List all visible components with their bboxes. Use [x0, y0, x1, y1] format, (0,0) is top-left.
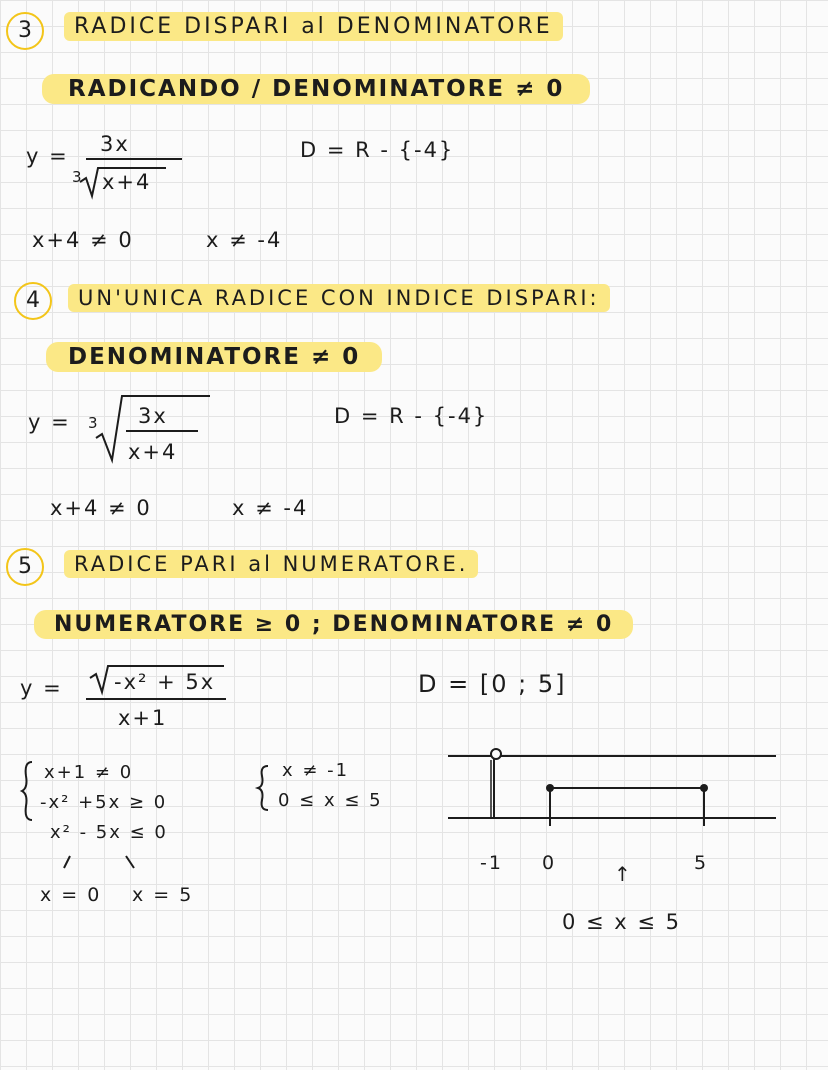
axis-label-minus-one: -1 [480, 852, 503, 874]
section-5-numerator: -x² + 5x [114, 670, 216, 694]
section-3-numerator: 3x [100, 132, 130, 156]
open-point-minus-one [491, 749, 501, 759]
section-5-number: 5 [18, 554, 32, 579]
section-4-denominator: x+4 [128, 440, 178, 464]
section-4-condition-1: x+4 ≠ 0 [50, 496, 152, 520]
section-4-domain: D = R - {-4} [334, 404, 489, 428]
section-4-title: UN'UNICA RADICE CON INDICE DISPARI: [68, 284, 610, 312]
section-5-root-2: x = 5 [132, 884, 194, 906]
section-4-number-circle [14, 282, 52, 320]
closed-point-zero [546, 784, 554, 792]
section-3-fraction-line [86, 158, 182, 160]
section-5-number-line-diagram [446, 742, 786, 832]
section-5-result: 0 ≤ x ≤ 5 [562, 910, 682, 934]
section-3-number-circle [6, 12, 44, 50]
section-5-root-1: x = 0 [40, 884, 102, 906]
section-4-condition-2: x ≠ -4 [232, 496, 309, 520]
axis-label-zero: 0 [542, 852, 557, 874]
section-4-fraction-line [126, 430, 198, 432]
section-5-system-2-line-2: 0 ≤ x ≤ 5 [278, 790, 383, 811]
section-3-radicand: x+4 [102, 170, 152, 194]
section-3-rule: RADICANDO / DENOMINATORE ≠ 0 [42, 74, 590, 104]
up-arrow-icon: ↑ [614, 862, 633, 886]
section-5-number-circle [6, 548, 44, 586]
axis-label-five: 5 [694, 852, 709, 874]
section-4-y-label: y = [28, 410, 71, 434]
section-5-system-1-brace [20, 760, 36, 822]
section-5-y-label: y = [20, 676, 63, 700]
section-3-title: RADICE DISPARI al DENOMINATORE [64, 12, 563, 41]
section-4-number: 4 [26, 288, 40, 313]
section-5-denominator: x+1 [118, 706, 168, 730]
section-3-y-label: y = [26, 144, 69, 168]
section-5-system-2-line-1: x ≠ -1 [282, 760, 350, 781]
section-3-number: 3 [18, 18, 32, 43]
section-4-numerator: 3x [138, 404, 168, 428]
section-4-root-index: 3 [88, 414, 98, 432]
section-3-domain: D = R - {-4} [300, 138, 455, 162]
section-3-condition-2: x ≠ -4 [206, 228, 283, 252]
section-3-condition-1: x+4 ≠ 0 [32, 228, 134, 252]
section-5-title: RADICE PARI al NUMERATORE. [64, 550, 478, 578]
section-5-rule: NUMERATORE ≥ 0 ; DENOMINATORE ≠ 0 [34, 610, 633, 639]
section-5-root-branches [62, 854, 142, 874]
section-5-system-2-brace [256, 764, 272, 812]
closed-point-five [700, 784, 708, 792]
section-5-system-1-line-3: x² - 5x ≤ 0 [50, 822, 168, 843]
section-4-rule: DENOMINATORE ≠ 0 [46, 342, 382, 372]
section-3-root-index: 3 [72, 168, 82, 186]
section-5-system-1-line-2: -x² +5x ≥ 0 [40, 792, 168, 813]
section-5-domain: D = [0 ; 5] [418, 670, 567, 698]
section-5-fraction-line [86, 698, 226, 700]
section-5-system-1-line-1: x+1 ≠ 0 [44, 762, 134, 783]
